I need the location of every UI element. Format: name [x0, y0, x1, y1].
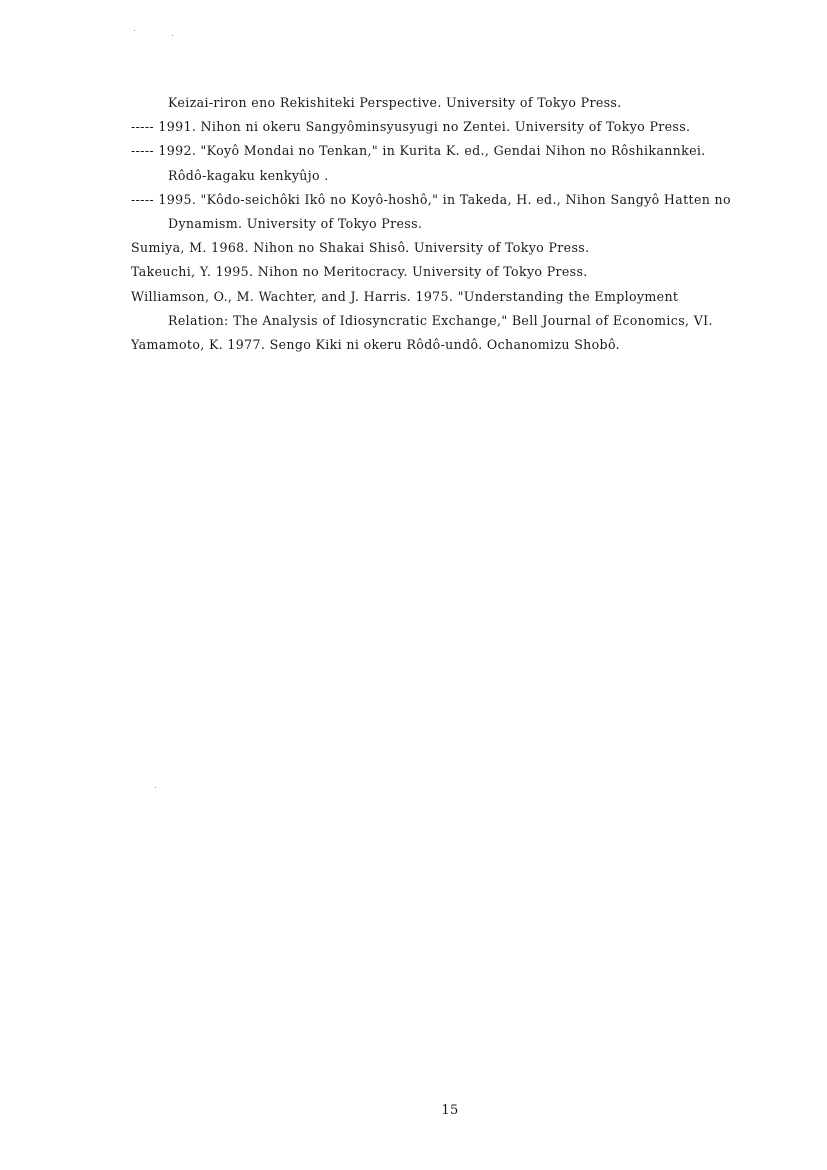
reference-entry: ----- 1995. "Kôdo-seichôki Ikô no Koyô-hoshô," in Takeda, H. ed., Nihon Sangyô Hatten no Dynamism. University of Tokyo Press. — [131, 191, 731, 232]
reference-entry: ----- 1991. Nihon ni okeru Sangyôminsyusyugi no Zentei. University of Tokyo Press. — [131, 119, 691, 135]
reference-entry: Williamson, O., M. Wachter, and J. Harris. 1975. "Understanding the Employment Relation: The Analysis of Idiosyncratic Exchange," Bell Journal of Economics, VI. — [131, 288, 713, 328]
reference-list — [131, 91, 741, 357]
reference-entry: ----- 1992. "Koyô Mondai no Tenkan," in Kurita K. ed., Gendai Nihon no Rôshikannkei. Rôdô-kagaku kenkyûjo . — [131, 143, 706, 183]
reference-entry: Sumiya, M. 1968. Nihon no Shakai Shisô. University of Tokyo Press. — [131, 240, 590, 256]
scan-speck — [134, 30, 135, 31]
scan-speck — [155, 787, 156, 788]
reference-entry: Keizai-riron eno Rekishiteki Perspective. University of Tokyo Press. — [168, 95, 622, 110]
reference-entry: Yamamoto, K. 1977. Sengo Kiki ni okeru Rôdô-undô. Ochanomizu Shobô. — [131, 337, 621, 353]
reference-entry: Takeuchi, Y. 1995. Nihon no Meritocracy. University of Tokyo Press. — [131, 264, 588, 280]
page-number: 15 — [441, 1103, 459, 1118]
scan-speck — [172, 35, 173, 36]
